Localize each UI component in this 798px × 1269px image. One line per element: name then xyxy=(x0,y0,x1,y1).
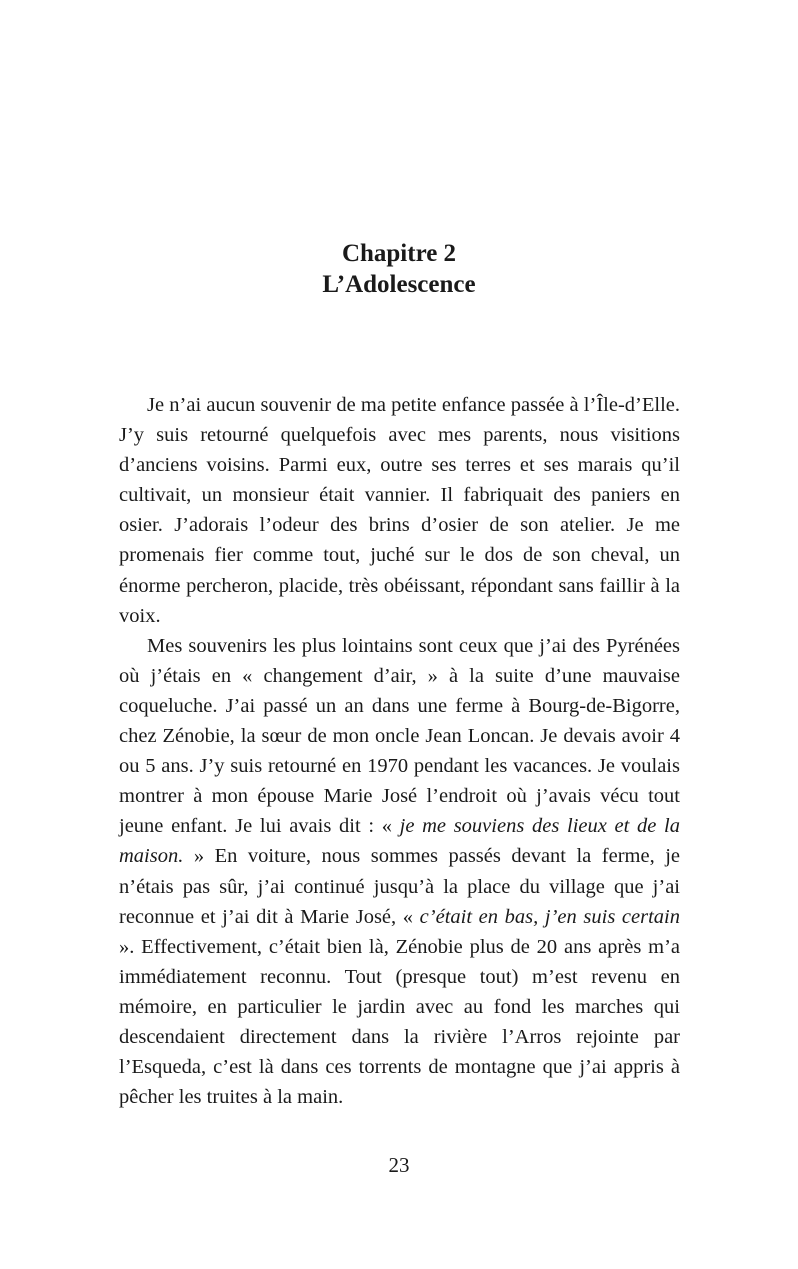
paragraph xyxy=(119,631,680,1113)
page-number: 23 xyxy=(388,1153,410,1177)
paragraph-text: ». Effectivement, c’était bien là, Zénobie plus de 20 ans après m’a immédiatement reconnu. Tout (presque tout) m’est revenu en mémoire, en particulier le jardin avec au fond les marches qui descendaient directement dans la rivière l’Arros rejointe par l’Esqueda, c’est là dans ces torrents de montagne que j’ai appris à pêcher les truites à la main. xyxy=(119,935,680,1109)
quoted-speech: c’était en bas, j’en suis certain xyxy=(419,905,680,928)
body-text xyxy=(119,390,680,1112)
chapter-heading xyxy=(0,238,798,300)
paragraph-text: » En voiture, nous sommes passés devant la ferme, je n’étais pas sûr, j’ai continué jusqu’à la place du village que j’ai reconnue et j’ai dit à Marie José, « xyxy=(119,845,680,928)
paragraph-text: Mes souvenirs les plus lointains sont ceux que j’ai des Pyrénées où j’étais en « changement d’air, » à la suite d’une mauvaise coqueluche. J’ai passé un an dans une ferme à Bourg-de-Bigorre, chez Zénobie, la sœur de mon oncle Jean Loncan. Je devais avoir 4 ou 5 ans. J’y suis retourné en 1970 pendant les vacances. Je voulais montrer à mon épouse Marie José l’endroit où j’avais vécu tout jeune enfant. Je lui avais dit : « xyxy=(119,634,680,838)
paragraph-text: Je n’ai aucun souvenir de ma petite enfance passée à l’Île-d’Elle. J’y suis retourné quelquefois avec mes parents, nous visitions d’anciens voisins. Parmi eux, outre ses terres et ses marais qu’il cultivait, un monsieur était vannier. Il fabriquait des paniers en osier. J’adorais l’odeur des brins d’osier de son atelier. Je me promenais fier comme tout, juché sur le dos de son cheval, un énorme percheron, placide, très obéissant, répondant sans faillir à la voix. xyxy=(119,394,680,627)
quoted-speech: je me souviens des lieux et de la maison. xyxy=(119,815,680,868)
chapter-number: Chapitre 2 xyxy=(341,240,457,267)
paragraph xyxy=(119,390,680,631)
chapter-title: L’Adolescence xyxy=(322,271,476,298)
